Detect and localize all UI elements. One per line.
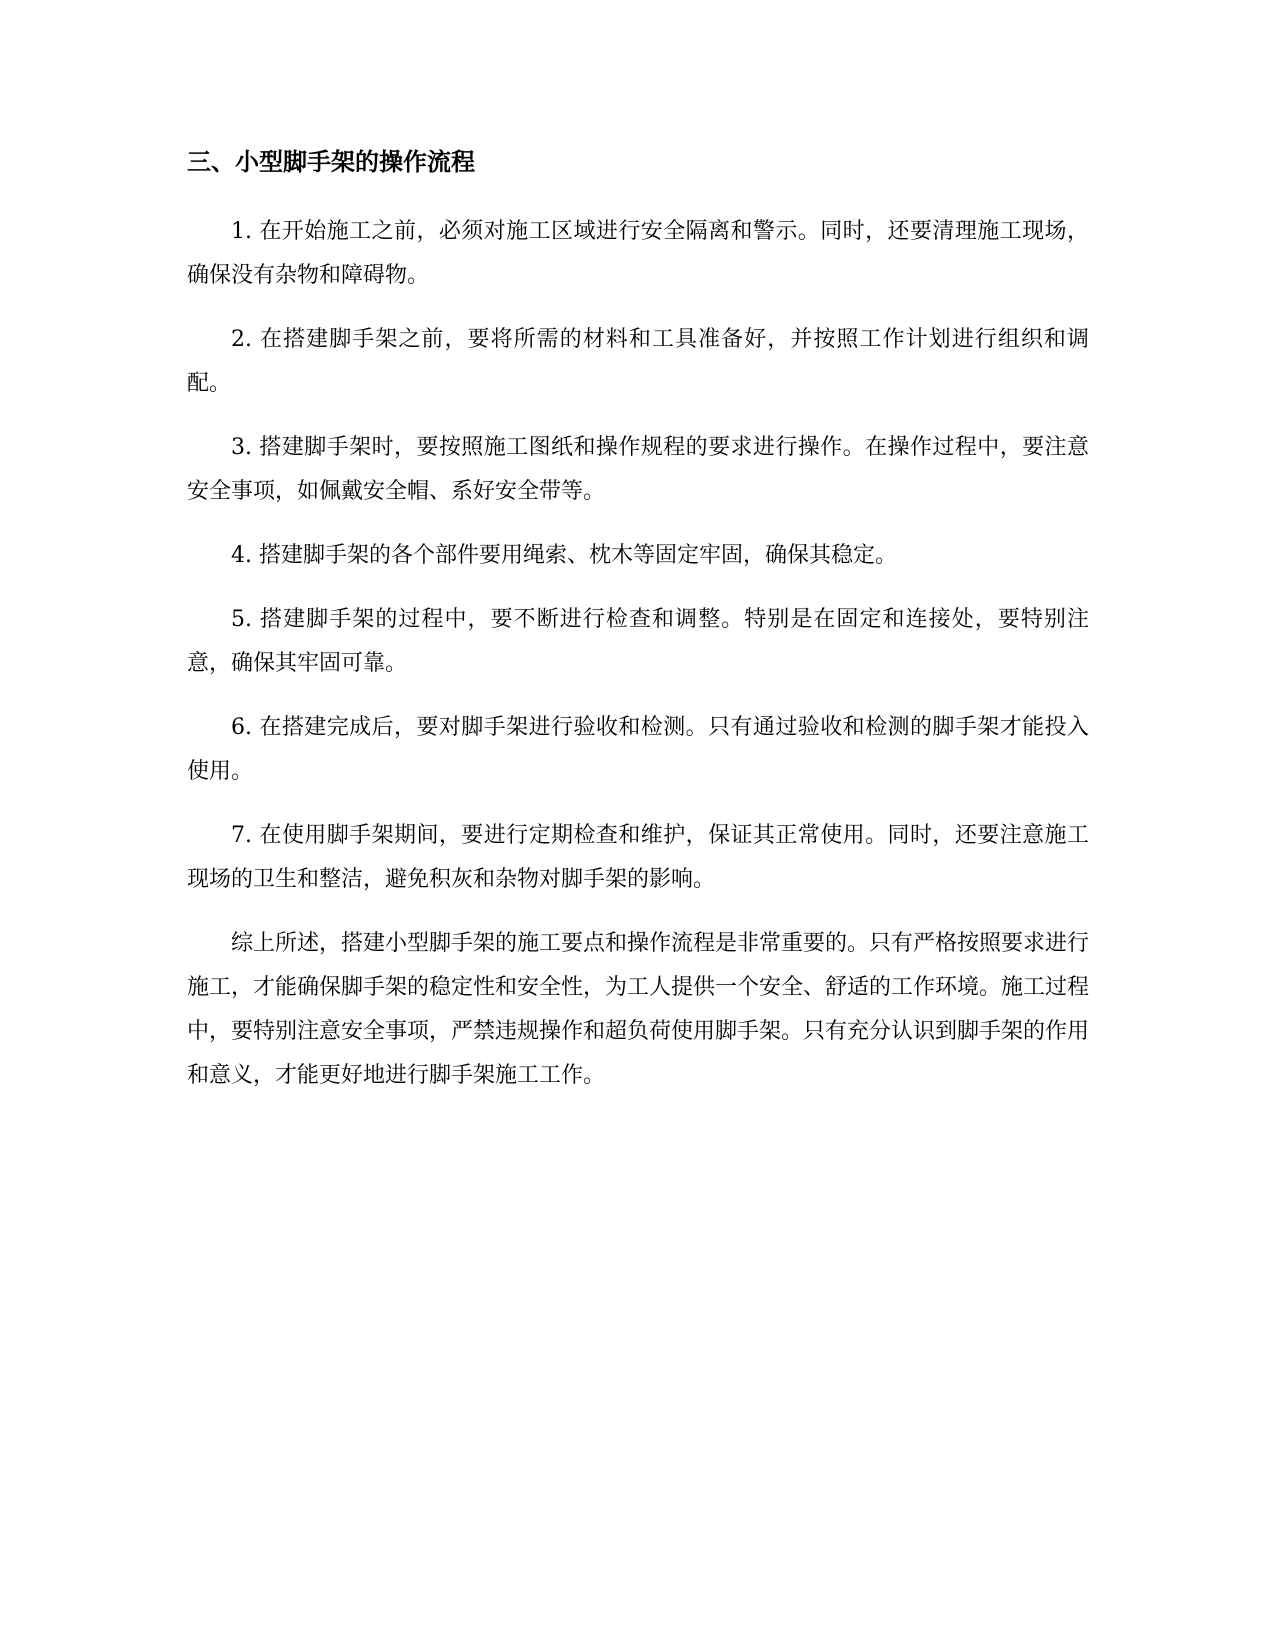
step-2-paragraph: 2. 在搭建脚手架之前，要将所需的材料和工具准备好，并按照工作计划进行组织和调配。 [187, 327, 1089, 396]
document-body [187, 142, 1089, 1118]
summary-paragraph: 综上所述，搭建小型脚手架的施工要点和操作流程是非常重要的。只有严格按照要求进行施工，才能确保脚手架的稳定性和安全性，为工人提供一个安全、舒适的工作环境。施工过程中，要特别注意安全事项，严禁违规操作和超负荷使用脚手架。只有充分认识到脚手架的作用和意义，才能更好地进行脚手架施工工作。 [187, 931, 1090, 1088]
section-heading: 三、小型脚手架的操作流程 [187, 148, 475, 176]
step-4-paragraph: 4. 搭建脚手架的各个部件要用绳索、枕木等固定牢固，确保其稳定。 [231, 543, 897, 568]
step-7-paragraph: 7. 在使用脚手架期间，要进行定期检查和维护，保证其正常使用。同时，还要注意施工现场的卫生和整洁，避免积灰和杂物对脚手架的影响。 [187, 823, 1089, 892]
step-5-paragraph: 5. 搭建脚手架的过程中，要不断进行检查和调整。特别是在固定和连接处，要特别注意，确保其牢固可靠。 [187, 607, 1089, 676]
step-1-paragraph: 1. 在开始施工之前，必须对施工区域进行安全隔离和警示。同时，还要清理施工现场，确保没有杂物和障碍物。 [187, 219, 1089, 288]
step-3-paragraph: 3. 搭建脚手架时，要按照施工图纸和操作规程的要求进行操作。在操作过程中，要注意安全事项，如佩戴安全帽、系好安全带等。 [187, 435, 1089, 504]
step-6-paragraph: 6. 在搭建完成后，要对脚手架进行验收和检测。只有通过验收和检测的脚手架才能投入使用。 [187, 715, 1089, 784]
